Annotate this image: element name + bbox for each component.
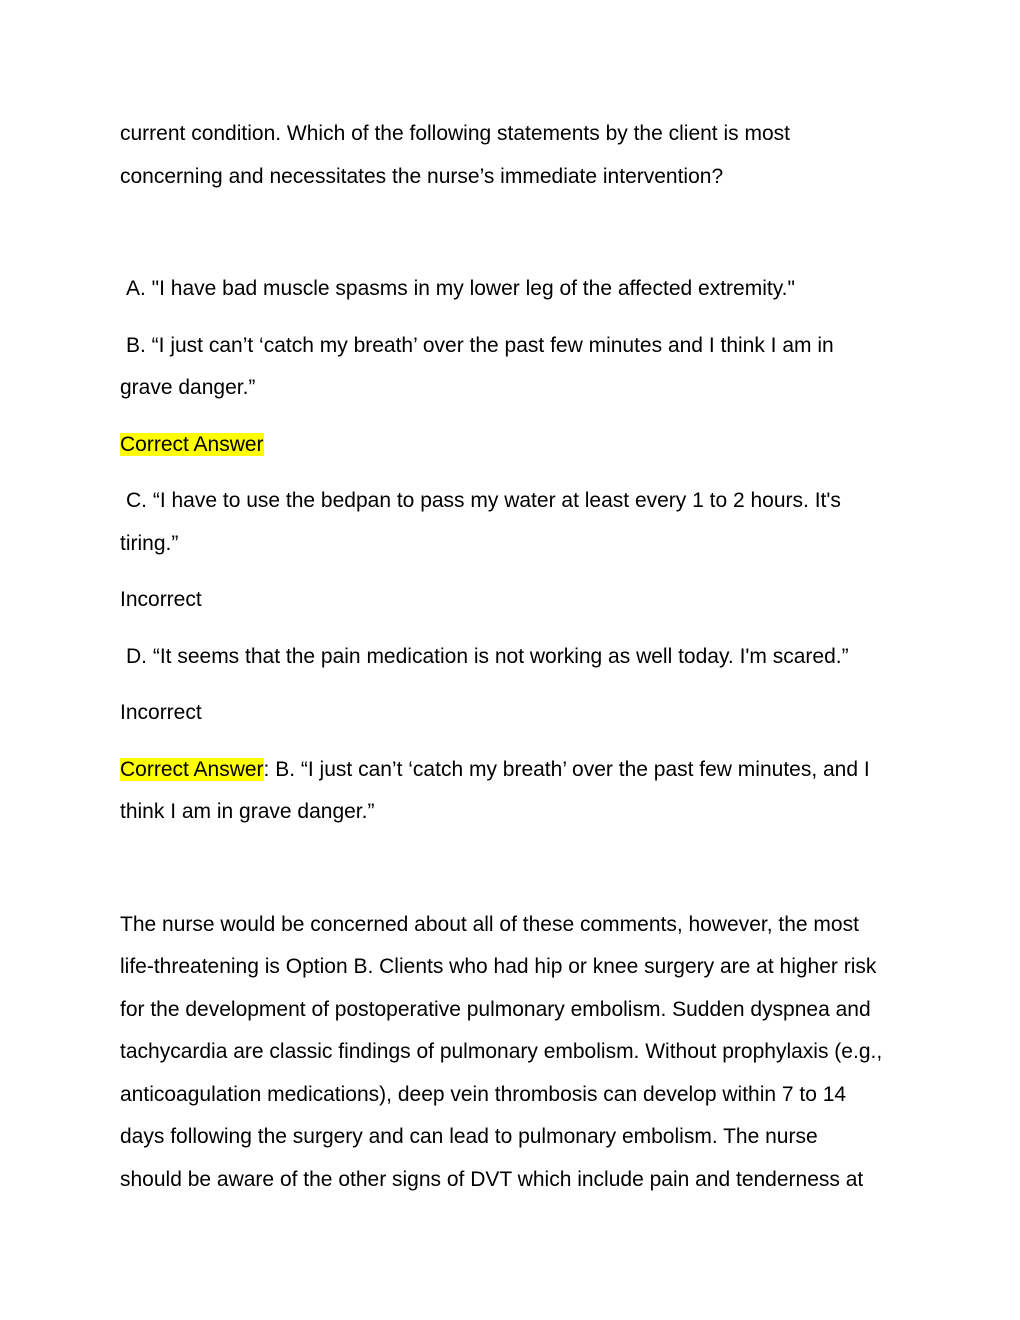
rationale-line: life-threatening is Option B. Clients who had hip or knee surgery are at higher risk (120, 955, 877, 978)
option-a-text: A. "I have bad muscle spasms in my lower leg of the affected extremity." (126, 277, 795, 300)
answer-text: : B. “I just can’t ‘catch my breath’ over the past few minutes, and I (263, 757, 870, 781)
option-a (120, 268, 910, 311)
rationale-line: anticoagulation medications), deep vein thrombosis can develop within 7 to 14 (120, 1082, 847, 1106)
correct-answer-highlight: Correct Answer (120, 432, 264, 456)
rationale-line: should be aware of the other signs of DVT which include pain and tenderness at (120, 1167, 864, 1191)
option-d-text: D. “It seems that the pain medication is not working as well today. I'm scared.” (126, 644, 849, 668)
question-text (120, 113, 910, 198)
question-line: current condition. Which of the following statements by the client is most (120, 122, 790, 145)
option-c-text: tiring.” (120, 531, 179, 555)
question-line: concerning and necessitates the nurse’s immediate intervention? (120, 164, 724, 188)
option-c-text: C. “I have to use the bedpan to pass my water at least every 1 to 2 hours. It's (126, 489, 841, 512)
option-d (120, 636, 910, 679)
option-d-feedback: Incorrect (120, 701, 202, 724)
option-c (120, 480, 910, 565)
option-b-text: B. “I just can’t ‘catch my breath’ over the past few minutes and I think I am in (126, 333, 834, 357)
option-b-feedback (120, 424, 910, 467)
document-page (120, 113, 910, 1201)
answer-label-highlight: Correct Answer (120, 757, 264, 781)
answer-statement (120, 749, 910, 834)
rationale-line: tachycardia are classic findings of pulmonary embolism. Without prophylaxis (e.g., (120, 1040, 883, 1063)
option-c-feedback: Incorrect (120, 588, 202, 611)
option-b-text: grave danger.” (120, 376, 256, 399)
answer-text: think I am in grave danger.” (120, 800, 375, 823)
rationale-line: days following the surgery and can lead to pulmonary embolism. The nurse (120, 1125, 818, 1148)
rationale-line: The nurse would be concerned about all of these comments, however, the most (120, 912, 859, 936)
rationale-line: for the development of postoperative pulmonary embolism. Sudden dyspnea and (120, 997, 871, 1021)
option-b (120, 325, 910, 410)
rationale-paragraph (120, 904, 910, 1202)
